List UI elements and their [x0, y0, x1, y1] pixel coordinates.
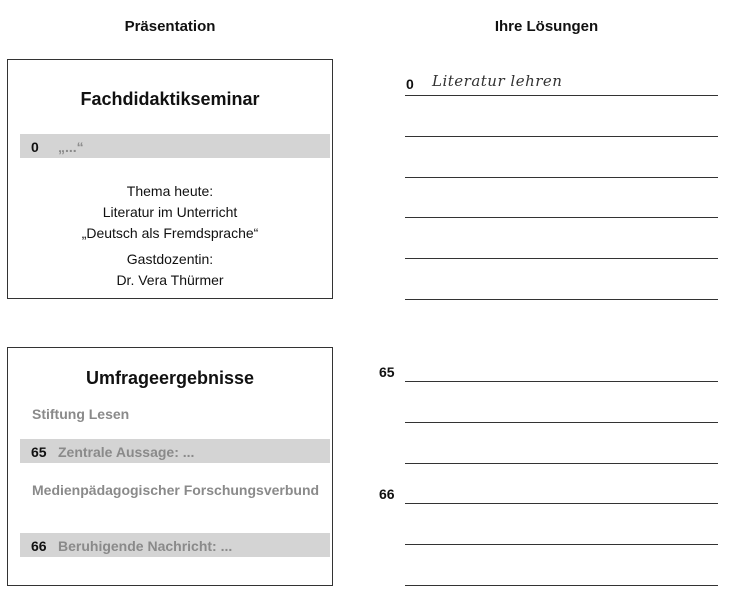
question-number: 66: [31, 538, 47, 554]
answer-example-text: Literatur lehren: [432, 72, 563, 90]
slide-title: Fachdidaktikseminar: [80, 89, 260, 109]
answer-number-65: 65: [379, 364, 395, 380]
question-text: Beruhigende Nachricht: ...: [58, 538, 233, 554]
question-text: Zentrale Aussage: ...: [58, 444, 195, 460]
answer-number-66: 66: [379, 486, 395, 502]
answer-line[interactable]: [405, 463, 718, 464]
question-bar-0: [20, 134, 330, 158]
answer-line[interactable]: [405, 258, 718, 259]
question-bar-66: [20, 533, 330, 557]
answer-line[interactable]: [405, 299, 718, 300]
question-text: „...“: [58, 139, 84, 155]
answer-line-65[interactable]: [405, 381, 718, 382]
slide-seminar: [7, 59, 333, 299]
topic-block: [8, 181, 332, 244]
question-number: 0: [31, 139, 39, 155]
guest-block: [8, 249, 332, 291]
source-label-2: Medienpädagogischer Forschungsverbund: [32, 482, 320, 498]
topic-line-2: „Deutsch als Fremdsprache“: [81, 225, 259, 241]
solutions-heading: Ihre Lösungen: [494, 18, 599, 35]
answer-line[interactable]: [405, 422, 718, 423]
guest-name: Dr. Vera Thürmer: [116, 272, 224, 288]
answer-line[interactable]: [405, 136, 718, 137]
slide-title: Umfrageergebnisse: [85, 368, 255, 388]
source-label-1: Stiftung Lesen: [32, 406, 130, 422]
slide-survey: [7, 347, 333, 586]
answer-number-0: 0: [406, 76, 414, 92]
topic-label: Thema heute:: [126, 183, 214, 199]
answer-line[interactable]: [405, 585, 718, 586]
guest-label: Gastdozentin:: [126, 251, 214, 267]
answer-line[interactable]: [405, 177, 718, 178]
question-number: 65: [31, 444, 47, 460]
answer-line[interactable]: [405, 217, 718, 218]
topic-line-1: Literatur im Unterricht: [102, 204, 238, 220]
answer-line[interactable]: [405, 95, 718, 96]
answer-line-66[interactable]: [405, 503, 718, 504]
presentation-heading: Präsentation: [124, 18, 216, 35]
question-bar-65: [20, 439, 330, 463]
answer-line[interactable]: [405, 544, 718, 545]
